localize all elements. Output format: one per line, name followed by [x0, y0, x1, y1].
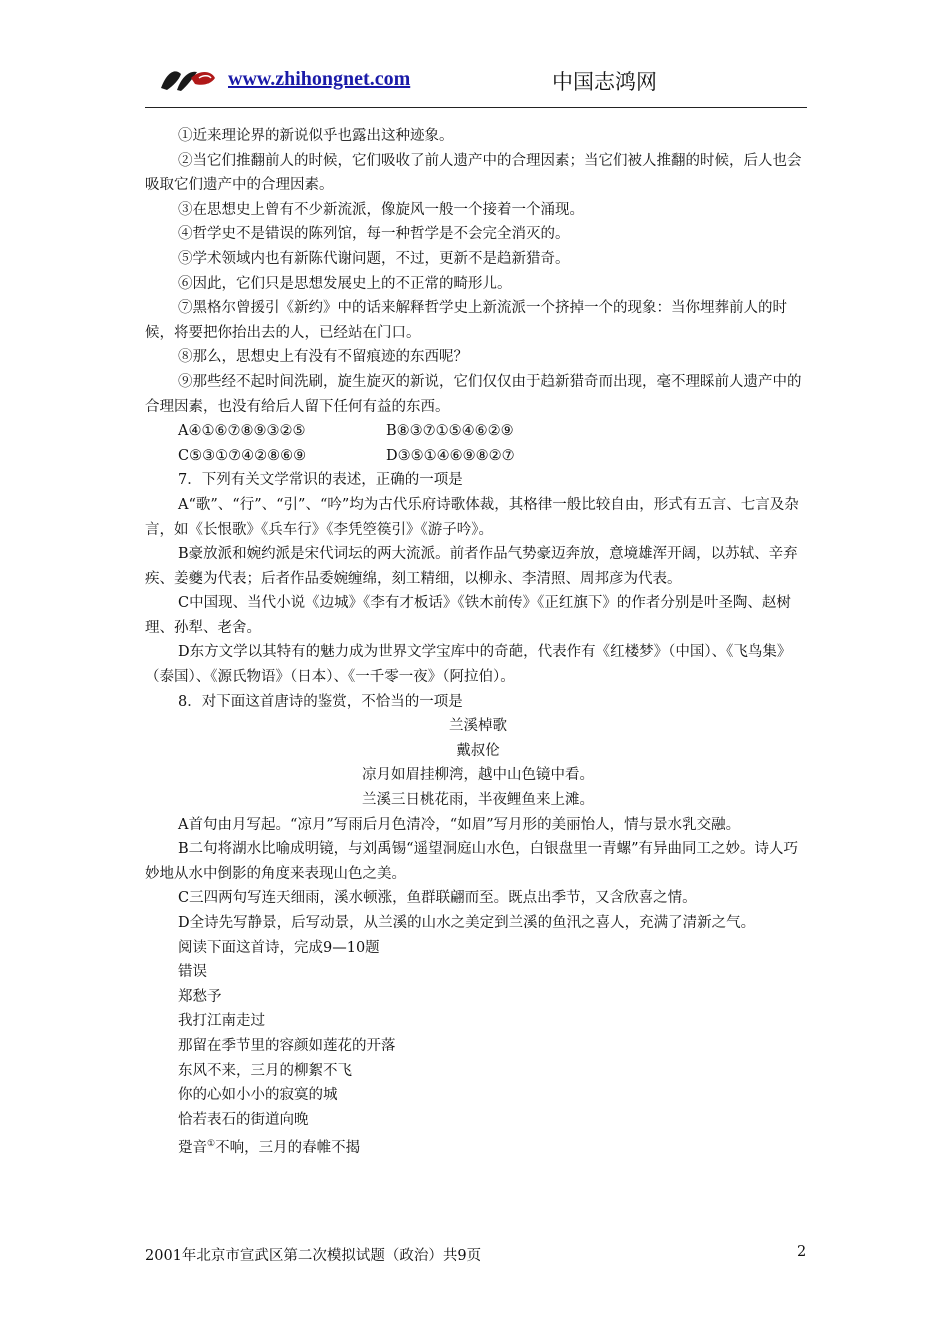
poem-title: 兰溪棹歌 [449, 718, 507, 735]
question-8-option-d: D全诗先写静景，后写动景，从兰溪的山水之美定到兰溪的鱼汛之喜人，充满了清新之气。 [178, 915, 756, 931]
poem-author: 戴叔伦 [456, 742, 500, 759]
site-logo-icon [159, 64, 217, 94]
sentence-1: ①近来理论界的新说似乎也露出这种迹象。 [178, 128, 454, 144]
poem2-line-2: 那留在季节里的容颜如莲花的开落 [178, 1037, 396, 1054]
options-row-1 [145, 419, 811, 444]
option-b: B⑧③⑦①⑤④⑥②⑨ [386, 423, 514, 440]
poem-line-1: 凉月如眉挂柳湾，越中山色镜中看。 [362, 767, 594, 784]
question-7-option-a: A“歌”、“行”、“引”、“吟”均为古代乐府诗歌体裁，其格律一般比较自由，形式有五言、七言及杂言，如《长恨歌》《兵车行》《李凭箜篌引》《游子吟》。 [145, 496, 799, 538]
page-number: 2 [797, 1244, 807, 1260]
question-7-option-d: D东方文学以其特有的魅力成为世界文学宝库中的奇葩，代表作有《红楼梦》（中国）、《飞鸟集》（泰国）、《源氏物语》（日本）、《一千零一夜》（阿拉伯）。 [145, 644, 792, 686]
option-c: C⑤③①⑦④②⑧⑥⑨ [178, 447, 307, 464]
question-7-option-b: B豪放派和婉约派是宋代词坛的两大流派。前者作品气势豪迈奔放，意境雄浑开阔，以苏轼、辛弃疾、姜夔为代表；后者作品委婉缠绵，刻工精细，以柳永、李清照、周邦彦为代表。 [145, 546, 798, 587]
poem2-title: 错误 [178, 964, 207, 981]
poem2-line-1: 我打江南走过 [178, 1013, 265, 1030]
sentence-8: ⑧那么，思想史上有没有不留痕迹的东西呢？ [178, 349, 468, 366]
question-7: 7．下列有关文学常识的表述，正确的一项是 [178, 472, 463, 489]
sentence-7: ⑦黑格尔曾援引《新约》中的话来解释哲学史上新流派一个挤掉一个的现象：当你埋葬前人的时候，将要把你抬出去的人，已经站在门口。 [145, 300, 787, 341]
poem-line-2: 兰溪三日桃花雨，半夜鲤鱼来上滩。 [362, 792, 594, 809]
sentence-2: ②当它们推翻前人的时候，它们吸收了前人遗产中的合理因素；当它们被人推翻的时候，后人也会吸取它们遗产中的合理因素。 [145, 152, 802, 194]
question-7-option-c: C中国现、当代小说《边城》《李有才板话》《铁木前传》《正红旗下》的作者分别是叶圣陶、赵树理、孙犁、老舍。 [145, 595, 791, 636]
sentence-5: ⑤学术领域内也有新陈代谢问题，不过，更新不是趋新猎奇。 [178, 250, 570, 267]
header-rule [145, 107, 807, 108]
poem2-author: 郑愁予 [178, 988, 222, 1005]
option-d: D③⑤①④⑥⑨⑧②⑦ [386, 447, 515, 464]
page-header [145, 62, 807, 108]
question-8: 8．对下面这首唐诗的鉴赏，不恰当的一项是 [178, 693, 463, 710]
sentence-3: ③在思想史上曾有不少新流派，像旋风一般一个接着一个涌现。 [178, 201, 584, 218]
document-body [145, 124, 811, 1161]
poem2-line-5: 恰若表石的街道向晚 [178, 1111, 309, 1128]
question-8-option-a: A首句由月写起。“凉月”写雨后月色清冷，“如眉”写月形的美丽怡人，情与景水乳交融。 [178, 816, 741, 833]
poem2-line-6 [145, 1132, 811, 1160]
site-name: 中国志鸿网 [552, 70, 657, 94]
site-url-link[interactable]: www.zhihongnet.com [228, 68, 411, 90]
question-8-option-c: C三四两句写连天细雨，溪水顿涨，鱼群联翩而至。既点出季节，又含欣喜之情。 [178, 890, 697, 907]
question-8-option-b: B二句将湖水比喻成明镜，与刘禹锡“遥望洞庭山水色，白银盘里一青螺”有异曲同工之妙。诗人巧妙地从水中倒影的角度来表现山色之美。 [145, 841, 798, 882]
poem2-line-6-start: 跫音 [178, 1140, 207, 1157]
poem2-line-4: 你的心如小小的寂寞的城 [178, 1087, 338, 1104]
poem2-line-6-end: 不响，三月的春帷不揭 [215, 1140, 361, 1157]
reading-instruction: 阅读下面这首诗，完成9—10题 [178, 939, 380, 956]
option-a: A④①⑥⑦⑧⑨③②⑤ [178, 423, 306, 440]
sentence-6: ⑥因此，它们只是思想发展史上的不正常的畸形儿。 [178, 275, 512, 292]
footnote-marker: ① [207, 1139, 216, 1150]
options-row-2 [145, 444, 811, 469]
sentence-4: ④哲学史不是错误的陈列馆，每一种哲学是不会完全消灭的。 [178, 226, 570, 243]
poem2-line-3: 东风不来，三月的柳絮不飞 [178, 1062, 352, 1079]
footer-title: 2001年北京市宣武区第二次模拟试题（政治）共9页 [145, 1248, 482, 1264]
sentence-9: ⑨那些经不起时间洗刷，旋生旋灭的新说，它们仅仅由于趋新猎奇而出现，毫不理睬前人遗产中的合理因素，也没有给后人留下任何有益的东西。 [145, 373, 802, 415]
